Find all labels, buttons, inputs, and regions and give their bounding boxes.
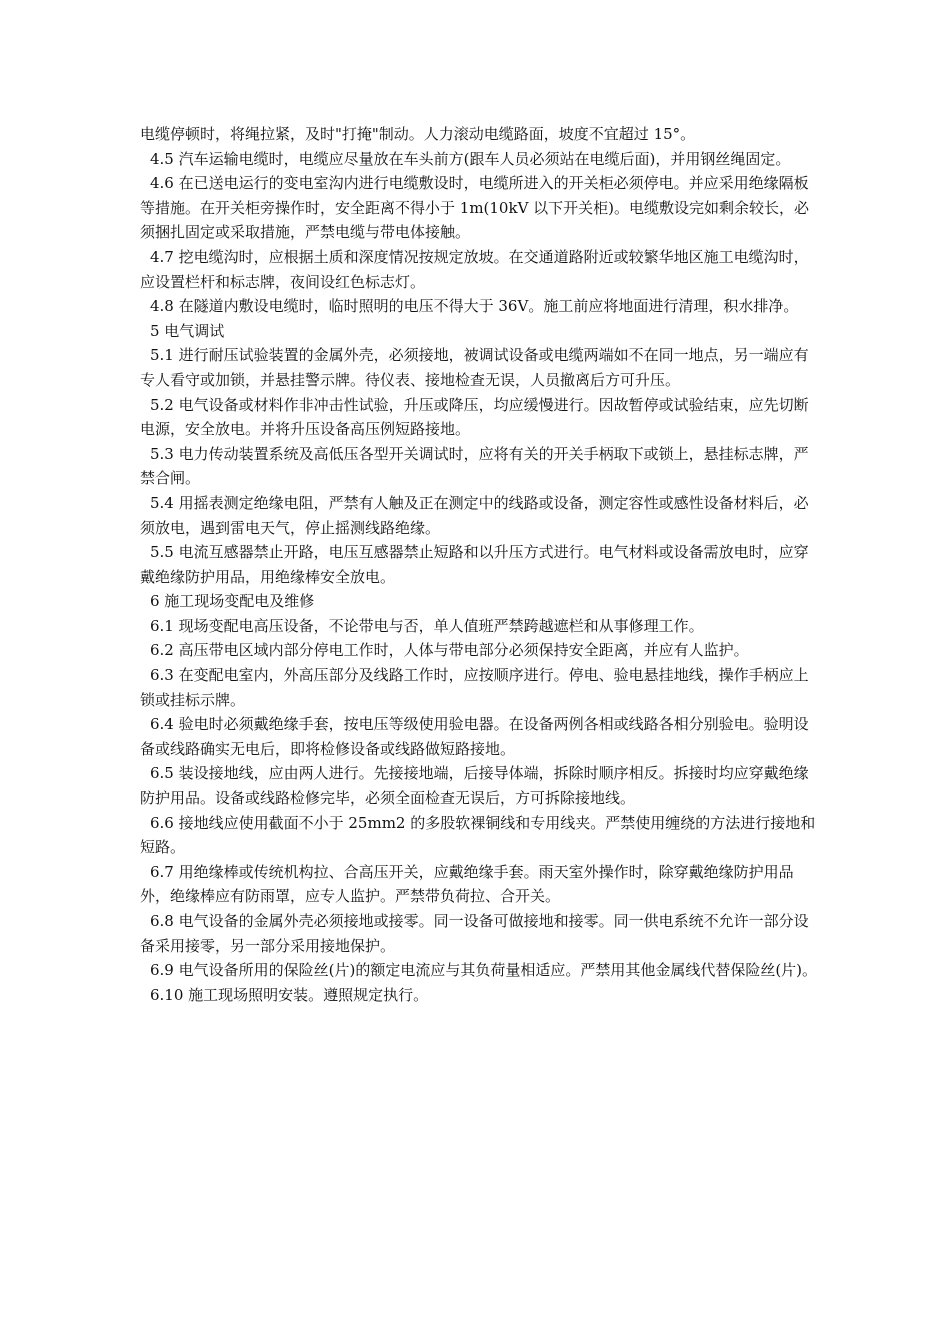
section-heading-6: 6 施工现场变配电及维修 [150,592,315,611]
paragraph-6-3: 6.3 在变配电室内，外高压部分及线路工作时，应按顺序进行。停电、验电悬挂地线，操作手柄应上锁或挂标示牌。 [140,666,809,709]
paragraph-4-6: 4.6 在已送电运行的变电室沟内进行电缆敷设时，电缆所进入的开关柜必须停电。并应采用绝缘隔板等措施。在开关柜旁操作时，安全距离不得小于 1m(10kV 以下开关柜)。电缆敷设完如剩余较长，必须捆扎固定或采取措施，严禁电缆与带电体接触。 [140,174,810,242]
paragraph-5-5: 5.5 电流互感器禁止开路，电压互感器禁止短路和以升压方式进行。电气材料或设备需放电时，应穿戴绝缘防护用品，用绝缘棒安全放电。 [140,543,809,586]
paragraph-5-1: 5.1 进行耐压试验装置的金属外壳，必须接地，被调试设备或电缆两端如不在同一地点，另一端应有专人看守或加锁，并悬挂警示牌。待仪表、接地检查无误，人员撤离后方可升压。 [140,346,809,389]
paragraph-6-9: 6.9 电气设备所用的保险丝(片)的额定电流应与其负荷量相适应。严禁用其他金属线代替保险丝(片)。 [150,961,818,980]
paragraph-6-10: 6.10 施工现场照明安装。遵照规定执行。 [150,985,429,1004]
paragraph-4-8: 4.8 在隧道内敷设电缆时，临时照明的电压不得大于 36V。施工前应将地面进行清理，积水排净。 [150,297,799,316]
document-body [140,122,820,1007]
paragraph-6-2: 6.2 高压带电区域内部分停电工作时，人体与带电部分必须保持安全距离，并应有人监护。 [150,641,749,660]
paragraph-6-4: 6.4 验电时必须戴绝缘手套，按电压等级使用验电器。在设备两例各相或线路各相分别验电。验明设备或线路确实无电后，即将检修设备或线路做短路接地。 [140,715,809,758]
paragraph-4-5: 4.5 汽车运输电缆时，电缆应尽量放在车头前方(跟车人员必须站在电缆后面)，并用钢丝绳固定。 [150,149,791,168]
paragraph-6-1: 6.1 现场变配电高压设备，不论带电与否，单人值班严禁跨越遮栏和从事修理工作。 [150,616,704,635]
paragraph-cable-stop: 电缆停顿时，将绳拉紧，及时"打掩"制动。人力滚动电缆路面，坡度不宜超过 15°。 [140,125,696,143]
paragraph-5-3: 5.3 电力传动装置系统及高低压各型开关调试时，应将有关的开关手柄取下或锁上，悬挂标志牌，严禁合闸。 [140,444,809,488]
paragraph-6-5: 6.5 装设接地线，应由两人进行。先接接地端，后接导体端，拆除时顺序相反。拆接时均应穿戴绝缘防护用品。设备或线路检修完毕，必须全面检查无误后，方可拆除接地线。 [140,764,809,808]
paragraph-5-2: 5.2 电气设备或材料作非冲击性试验，升压或降压，均应缓慢进行。因故暂停或试验结束，应先切断电源，安全放电。并将升压设备高压例短路接地。 [140,395,809,439]
paragraph-6-8: 6.8 电气设备的金属外壳必须接地或接零。同一设备可做接地和接零。同一供电系统不允许一部分设备采用接零，另一部分采用接地保护。 [140,912,809,955]
paragraph-4-7: 4.7 挖电缆沟时，应根据土质和深度情况按规定放坡。在交通道路附近或较繁华地区施工电缆沟时，应设置栏杆和标志牌，夜间设红色标志灯。 [140,247,809,291]
paragraph-6-7: 6.7 用绝缘棒或传统机构拉、合高压开关，应戴绝缘手套。雨天室外操作时，除穿戴绝缘防护用品外，绝缘棒应有防雨罩，应专人监护。严禁带负荷拉、合开关。 [140,862,794,906]
section-heading-5: 5 电气调试 [150,321,225,340]
paragraph-6-6: 6.6 接地线应使用截面不小于 25mm2 的多股软裸铜线和专用线夹。严禁使用缠绕的方法进行接地和短路。 [140,813,816,857]
paragraph-5-4: 5.4 用摇表测定绝缘电阻，严禁有人触及正在测定中的线路或设备，测定容性或感性设备材料后，必须放电，遇到雷电天气，停止摇测线路绝缘。 [140,493,809,537]
